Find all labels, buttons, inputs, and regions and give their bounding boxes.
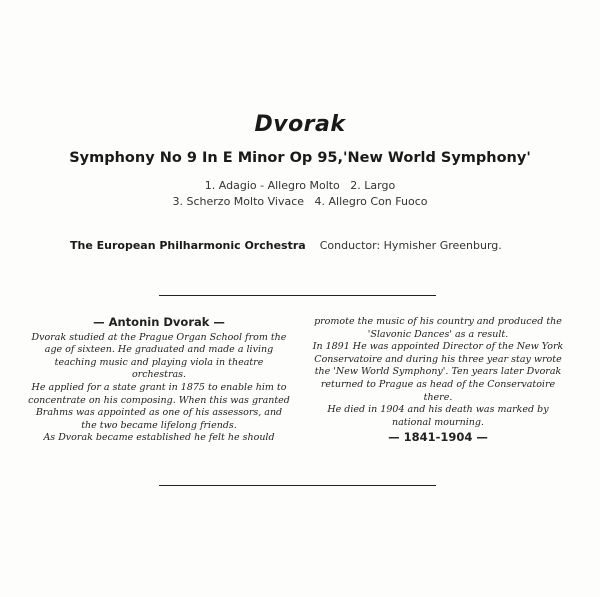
bio-paragraph: Dvorak studied at the Prague Organ School from the age of sixteen. He graduated and made a living teaching music and playing viola in theatre orchestras. — [31, 331, 287, 381]
movement-list — [0, 178, 600, 210]
biography-left-column — [28, 316, 290, 445]
biography-right-column — [307, 316, 569, 444]
bio-paragraph: As Dvorak became established he felt he should — [43, 432, 275, 444]
bottom-divider — [159, 485, 436, 486]
performers-line — [70, 239, 550, 252]
bio-paragraph: He applied for a state grant in 1875 to enable him to concentrate on his composing. When this was granted Brahms was appointed as one of his assessors, and the two became lifelong friends. — [28, 381, 290, 431]
conductor-name: Conductor: Hymisher Greenburg. — [319, 239, 502, 252]
biography-heading: — Antonin Dvorak — — [93, 315, 225, 329]
life-dates: — 1841-1904 — — [388, 430, 488, 445]
movement-line-1: 1. Adagio - Allegro Molto 2. Largo — [204, 179, 396, 192]
bio-paragraph: promote the music of his country and produced the 'Slavonic Dances' as a result. — [314, 316, 562, 340]
composer-title: Dvorak — [254, 112, 346, 137]
bio-paragraph: In 1891 He was appointed Director of the New York Conservatoire and during his three year stay wrote the 'New World Symphony'. Ten years later Dvorak returned to Prague as head of the Conservatoire there. — [312, 341, 564, 403]
orchestra-name: The European Philharmonic Orchestra — [70, 239, 306, 252]
work-title: Symphony No 9 In E Minor Op 95,'New World Symphony' — [69, 150, 531, 166]
top-divider — [159, 295, 436, 296]
bio-paragraph: He died in 1904 and his death was marked by national mourning. — [327, 404, 549, 428]
movement-line-2: 3. Scherzo Molto Vivace 4. Allegro Con Fuoco — [172, 195, 428, 208]
